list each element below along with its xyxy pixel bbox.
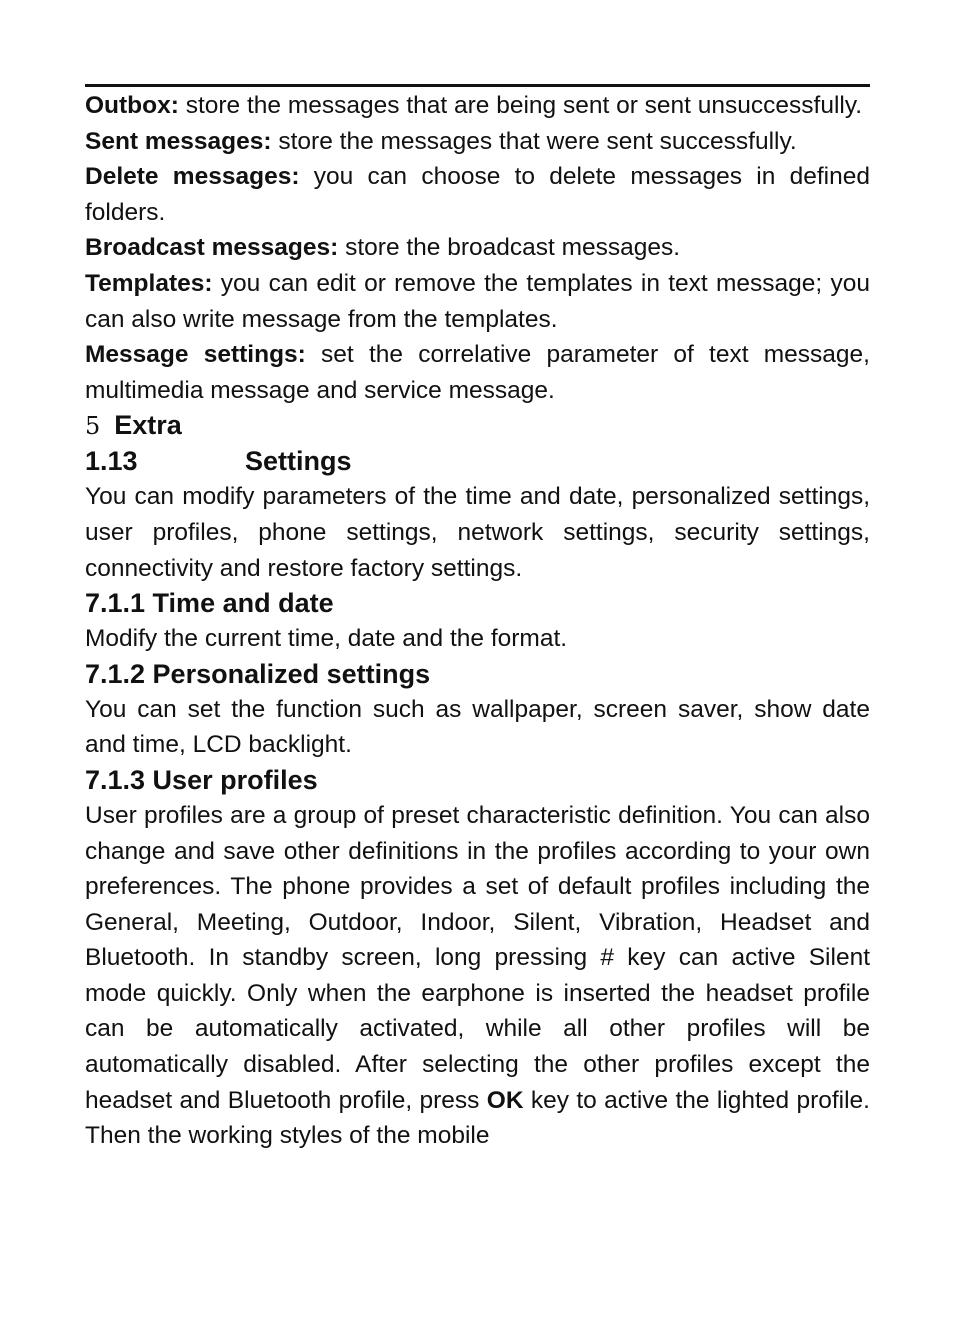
entry-delete-messages <box>85 159 870 230</box>
time-date-heading: 7.1.1 Time and date <box>85 588 334 619</box>
personalized-heading: 7.1.2 Personalized settings <box>85 658 431 689</box>
settings-intro: You can modify parameters of the time and date, personalized settings, user profiles, phone settings, network settings, security settings, connectivity and restore factory settings. <box>85 483 870 582</box>
entry-message-settings <box>85 337 870 408</box>
extra-heading-number: 5 <box>85 412 101 441</box>
user-profiles-heading: 7.1.3 User profiles <box>85 764 318 795</box>
extra-heading-title: Extra <box>114 410 182 441</box>
ok-key-label: OK <box>486 1086 524 1114</box>
entry-outbox <box>85 88 870 124</box>
entry-term: Templates: <box>85 269 213 297</box>
entry-text: store the broadcast messages. <box>338 234 681 262</box>
personalized-body: You can set the function such as wallpaper, screen saver, show date and time, LCD backlight. <box>85 695 870 759</box>
entry-text: you can edit or remove the templates in text message; you can also write message from the templates. <box>85 269 870 333</box>
user-profiles-text-after: key to active the lighted profile. Then the working styles of the mobile <box>85 1086 870 1150</box>
entry-text: you can choose to delete messages in defined folders. <box>85 163 870 226</box>
user-profiles-body <box>85 798 870 1154</box>
entry-text: store the messages that are being sent or sent unsuccessfully. <box>178 92 863 119</box>
top-rule <box>85 84 870 87</box>
document-page <box>85 88 870 1154</box>
time-date-body: Modify the current time, date and the format. <box>85 625 568 653</box>
entry-term: Delete messages: <box>85 163 300 191</box>
entry-templates <box>85 266 870 337</box>
entry-term: Broadcast messages: <box>85 234 339 262</box>
entry-term: Outbox: <box>85 92 179 119</box>
settings-heading <box>85 443 870 479</box>
entry-sent-messages <box>85 124 870 160</box>
settings-heading-number: 1.13 <box>85 446 138 477</box>
entry-broadcast-messages <box>85 230 870 266</box>
settings-heading-title: Settings <box>245 446 352 477</box>
extra-heading <box>85 408 870 443</box>
entry-term: Message settings: <box>85 341 306 369</box>
entry-term: Sent messages: <box>85 127 272 155</box>
entry-text: store the messages that were sent successfully. <box>271 127 797 155</box>
entry-text: set the correlative parameter of text message, multimedia message and service message. <box>85 341 870 404</box>
user-profiles-text-before: User profiles are a group of preset characteristic definition. You can also change and save other definitions in the profiles according to your own preferences. The phone provides a set of default profiles including the General, Meeting, Outdoor, Indoor, Silent, Vibration, Headset and Bluetooth. In standby screen, long pressing # key can active Silent mode quickly. Only when the earphone is inserted the headset profile can be automatically activated, while all other profiles will be automatically disabled. After selecting the other profiles except the headset and Bluetooth profile, press <box>85 801 870 1114</box>
